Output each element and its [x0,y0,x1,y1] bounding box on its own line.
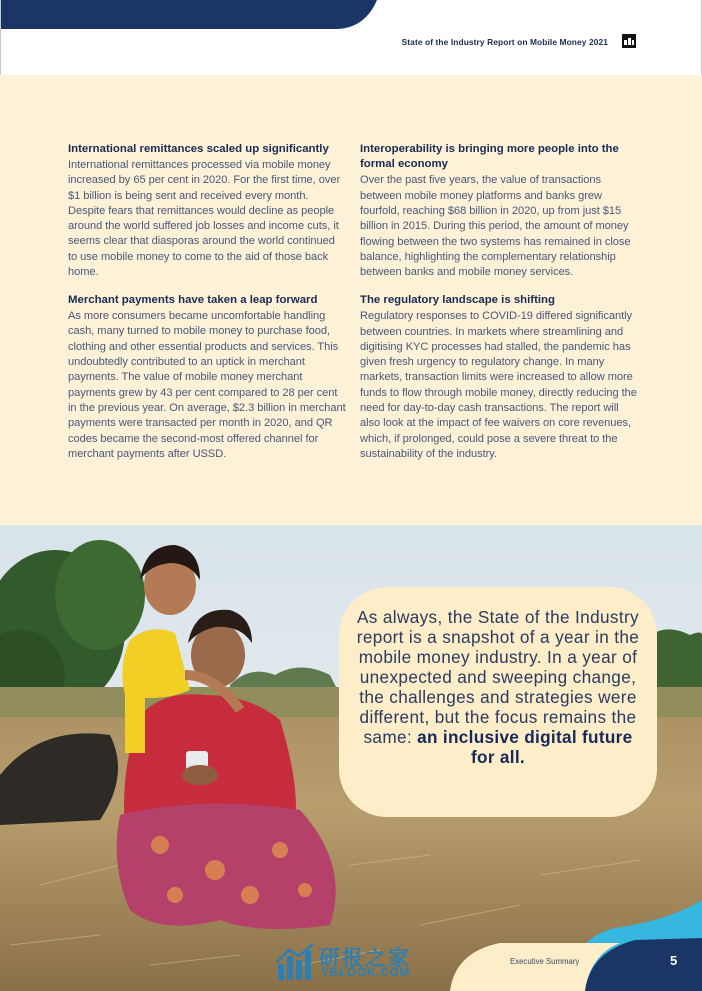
footer-section-label: Executive Summary [510,957,580,966]
header-accent-tab [1,0,381,30]
left-column [68,142,346,475]
section-remittances [68,142,346,280]
page-number: 5 [670,953,678,968]
section-body: International remittances processed via mobile money increased by 65 per cent in 2020. For the first time, over $1 billion is being sent and received every month. Despite fears that remittances would decline as people around the world suffered job losses and income cuts, it seems clear that diasporas around the world continued to use mobile money to come to the aid of those back home. [68,158,341,278]
quote-text: As always, the State of the Industry report is a snapshot of a year in the mobile money industry. In a year of unexpected and sweeping change, the challenges and strategies were different, but the focus remains the same: [356,607,640,747]
section-body: Regulatory responses to COVID-19 differed significantly between countries. In markets where streamlining and digitising KYC processes had stalled, the pandemic has given fresh urgency to regulatory change. In many markets, transaction limits were increased to allow more funds to flow through mobile money, directly reducing the need for day-to-day cash transactions. The report will also look at the impact of fee waivers on core revenues, which, if prolonged, could pose a severe threat to the sustainability of the industry. [360,310,637,460]
watermark-domain-text: YBLOOK.COM [321,967,411,979]
report-title: State of the Industry Report on Mobile Money 2021 [401,37,608,47]
section-body: Over the past five years, the value of transactions between mobile money platforms and banks grew fourfold, reaching $68 billion in 2020, up from just $15 billion in 2015. During this period, the amount of money flowing between the two systems has remained in close balance, highlighting the complementary relationship between banks and mobile money services. [360,174,631,279]
pull-quote [339,587,657,817]
gsma-logo-icon [622,34,636,48]
right-column [360,142,638,475]
watermark-logo-icon [275,942,317,984]
quote-emphasis: an inclusive digital future for all. [417,727,633,767]
page-header [0,0,702,75]
section-heading: Interoperability is bringing more people into the formal economy [360,143,619,171]
section-interoperability [360,142,638,280]
watermark-chinese-text: 研报之家 [319,946,411,970]
section-regulatory [360,293,638,462]
section-body: As more consumers became uncomfortable handling cash, many turned to mobile money to purchase food, clothing and other essential products and services. This undoubtedly contributed to an uptick in merchant payments. The value of mobile money merchant payments grew by 43 per cent compared to 28 per cent in the previous year. On average, $2.3 billion in merchant payments were transacted per month in 2020, and QR codes became the second-most offered channel for merchant payments after USSD. [68,310,346,460]
watermark [275,940,435,986]
section-heading: Merchant payments have taken a leap forward [68,294,318,307]
section-merchant-payments [68,293,346,462]
section-heading: The regulatory landscape is shifting [360,294,555,307]
footer-decoration [440,900,702,991]
section-heading: International remittances scaled up significantly [68,143,329,155]
